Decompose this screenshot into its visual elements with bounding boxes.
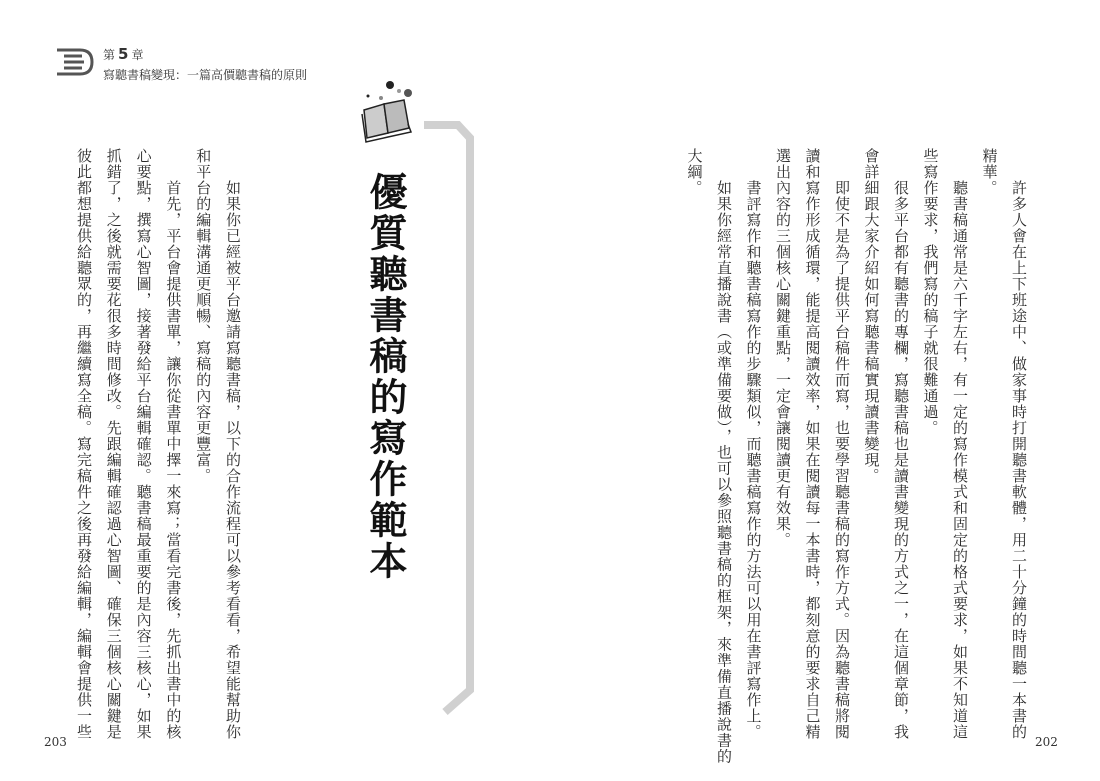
title-bracket (424, 125, 470, 712)
text-column: 即使不是為了提供平台稿件而寫，也要學習聽書稿的寫作方式。因為聽書稿將閱 (833, 180, 851, 740)
page-number-left: 203 (44, 735, 67, 749)
text-column: 書評寫作和聽書稿寫作的步驟類似，而聽書稿寫作的方法可以用在書評寫作上。 (744, 180, 763, 740)
text-column: 如果你經常直播說書（或準備要做），也可以參照聽書稿的框架，來準備直播說書的 (715, 180, 733, 765)
text-column: 精華。 (980, 148, 999, 196)
text-column: 抓錯了，之後就需要花很多時間修改。先跟編輯確認過心智圖、確保三個核心關鍵是 (104, 148, 123, 740)
text-column: 心要點，撰寫心智圖，接著發給平台編輯確認。聽書稿最重要的是內容三核心，如果 (134, 148, 153, 740)
chapter-title: 寫聽書稿變現：一篇高價聽書稿的原則 (103, 68, 308, 82)
chapter-number: 5 (118, 45, 129, 63)
text-column: 許多人會在上下班途中、做家事時打開聽書軟體，用二十分鐘的時間聽一本書的 (1010, 180, 1028, 740)
page-number-right: 202 (1035, 735, 1058, 749)
text-column: 首先，平台會提供書單，讓你從書單中擇一來寫；當看完書後，先抓出書中的核 (164, 180, 183, 740)
text-column: 很多平台都有聽書的專欄，寫聽書稿也是讀書變現的方式之一，在這個章節，我 (892, 180, 910, 740)
chapter-prefix: 第 (103, 48, 116, 62)
text-column: 讀和寫作形成循環，能提高閱讀效率，如果在閱讀每一本書時，都刻意的要求自己精 (803, 148, 822, 740)
text-column: 和平台的編輯溝通更順暢、寫稿的內容更豐富。 (194, 148, 213, 484)
chapter-label (103, 45, 143, 63)
open-book-icon (362, 81, 412, 142)
text-column: 選出內容的三個核心關鍵重點，一定會讓閱讀更有效果。 (774, 148, 792, 548)
chapter-suffix: 章 (131, 48, 144, 62)
text-column: 些寫作要求，我們寫的稿子就很難通過。 (921, 148, 940, 436)
text-column: 聽書稿通常是六千字左右，有一定的寫作模式和固定的格式要求，如果不知道這 (951, 180, 969, 740)
text-column: 會詳細跟大家介紹如何寫聽書稿實現讀書變現。 (862, 148, 881, 484)
text-column: 如果你已經被平台邀請寫聽書稿，以下的合作流程可以參考看看，希望能幫助你 (224, 180, 242, 740)
section-title: 優質聽書稿的寫作範本 (363, 172, 408, 582)
text-column: 大綱。 (685, 148, 704, 196)
text-column: 彼此都想提供給聽眾的，再繼續寫全稿。寫完稿件之後再發給編輯，編輯會提供一些 (75, 148, 93, 740)
chapter-menu-icon (57, 50, 92, 74)
